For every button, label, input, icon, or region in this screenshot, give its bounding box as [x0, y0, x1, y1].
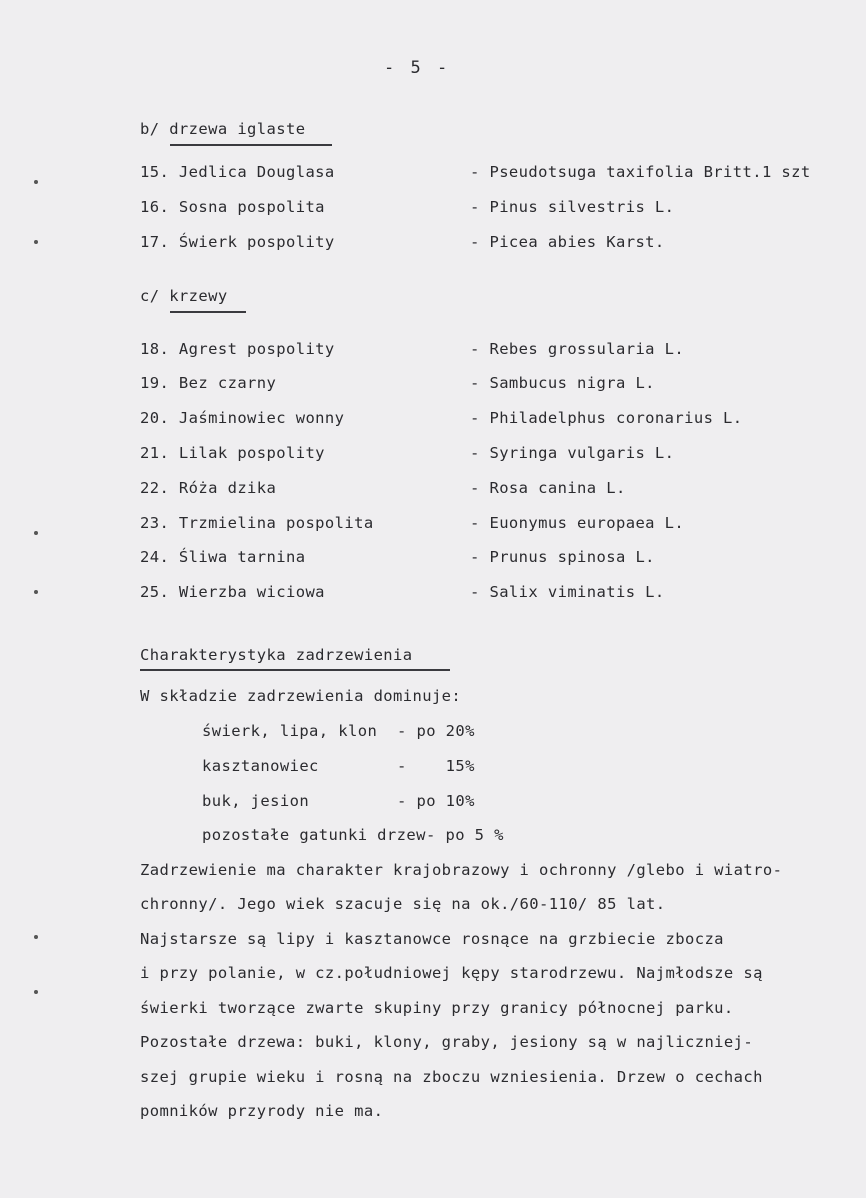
characteristics-heading: Charakterystyka zadrzewienia [140, 646, 413, 664]
paragraph-line: Zadrzewienie ma charakter krajobrazowy i ochronny /glebo i wiatro- [140, 861, 783, 879]
species-latin: - Sambucus nigra L. [470, 374, 655, 392]
species-row [140, 233, 860, 255]
species-row [140, 340, 860, 362]
species-row [140, 479, 860, 501]
paragraph-line: pomników przyrody nie ma. [140, 1102, 384, 1120]
composition-species: kasztanowiec [202, 757, 319, 775]
species-latin: - Philadelphus coronarius L. [470, 409, 743, 427]
punch-mark [34, 180, 38, 184]
composition-intro: W składzie zadrzewienia dominuje: [140, 687, 462, 705]
punch-mark [34, 935, 38, 939]
paragraph-line: Pozostałe drzewa: buki, klony, graby, jesiony są w najliczniej- [140, 1033, 754, 1051]
species-row [140, 514, 860, 536]
species-latin: - Prunus spinosa L. [470, 548, 655, 566]
species-polish: 15. Jedlica Douglasa [140, 163, 335, 181]
paragraph-line: szej grupie wieku i rosną na zboczu wzniesienia. Drzew o cechach [140, 1068, 763, 1086]
species-latin: - Pinus silvestris L. [470, 198, 675, 216]
species-latin: - Syringa vulgaris L. [470, 444, 675, 462]
punch-mark [34, 531, 38, 535]
species-row [140, 548, 860, 570]
section-b-underline [170, 144, 332, 146]
composition-value: - 15% [397, 757, 475, 775]
species-row [140, 409, 860, 431]
composition-species: pozostałe gatunki drzew [202, 826, 426, 844]
species-latin: - Salix viminatis L. [470, 583, 665, 601]
composition-species: świerk, lipa, klon [202, 722, 378, 740]
section-c-underline [170, 311, 246, 313]
composition-species: buk, jesion [202, 792, 310, 810]
species-polish: 25. Wierzba wiciowa [140, 583, 325, 601]
species-row [140, 583, 860, 605]
species-latin: - Rebes grossularia L. [470, 340, 685, 358]
characteristics-underline [140, 669, 450, 671]
paragraph-line: i przy polanie, w cz.południowej kępy starodrzewu. Najmłodsze są [140, 964, 763, 982]
punch-mark [34, 590, 38, 594]
composition-value: - po 5 % [426, 826, 504, 844]
species-polish: 19. Bez czarny [140, 374, 277, 392]
composition-value: - po 10% [397, 792, 475, 810]
paragraph-line: świerki tworzące zwarte skupiny przy granicy północnej parku. [140, 999, 734, 1017]
section-c-heading: c/ krzewy [140, 287, 228, 305]
punch-mark [34, 990, 38, 994]
species-row [140, 198, 860, 220]
species-polish: 18. Agrest pospolity [140, 340, 335, 358]
species-latin: - Picea abies Karst. [470, 233, 665, 251]
page-number: - 5 - [384, 58, 451, 78]
species-polish: 24. Śliwa tarnina [140, 548, 306, 566]
section-b-heading: b/ drzewa iglaste [140, 120, 306, 138]
paragraph-line: Najstarsze są lipy i kasztanowce rosnące na grzbiecie zbocza [140, 930, 724, 948]
composition-value: - po 20% [397, 722, 475, 740]
species-latin: - Euonymus europaea L. [470, 514, 685, 532]
species-row [140, 374, 860, 396]
species-polish: 22. Róża dzika [140, 479, 277, 497]
species-latin: - Pseudotsuga taxifolia Britt.1 szt [470, 163, 811, 181]
species-polish: 21. Lilak pospolity [140, 444, 325, 462]
species-latin: - Rosa canina L. [470, 479, 626, 497]
species-row [140, 444, 860, 466]
punch-mark [34, 240, 38, 244]
species-row [140, 163, 860, 185]
species-polish: 23. Trzmielina pospolita [140, 514, 374, 532]
species-polish: 16. Sosna pospolita [140, 198, 325, 216]
species-polish: 20. Jaśminowiec wonny [140, 409, 345, 427]
paragraph-line: chronny/. Jego wiek szacuje się na ok./60-110/ 85 lat. [140, 895, 666, 913]
species-polish: 17. Świerk pospolity [140, 233, 335, 251]
